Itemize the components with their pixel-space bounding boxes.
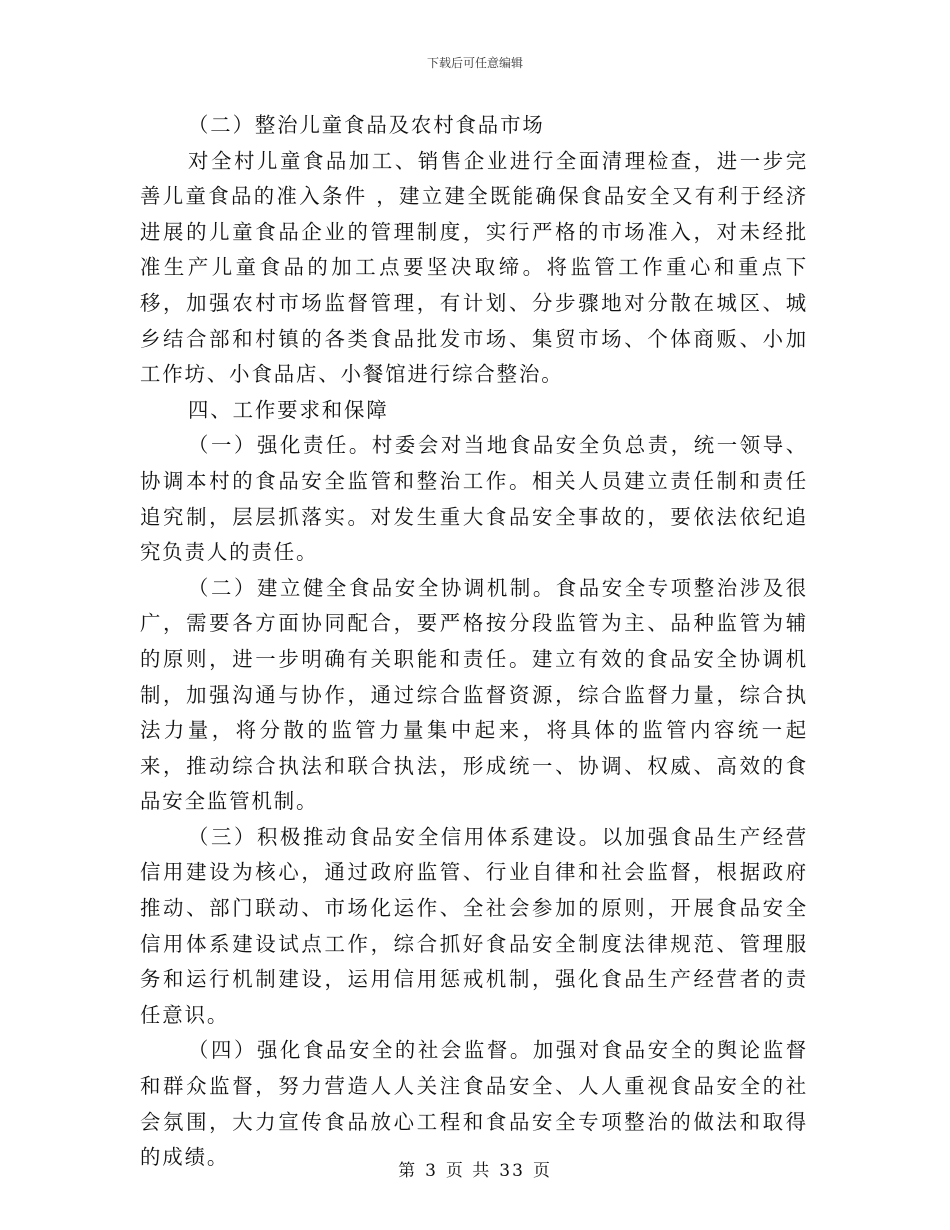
paragraph-credit-system: （三）积极推动食品安全信用体系建设。以加强食品生产经营信用建设为核心，通过政府监管、行业自律和社会监督，根据政府推动、部门联动、市场化运作、全社会参加的原则，开展食品安全信用体系建设试点工作，综合抓好食品安全制度法律规范、管理服务和运行机制建设，运用信用惩戒机制，强化食品生产经营者的责任意识。 <box>140 824 808 1027</box>
footer-suffix: 页 <box>532 1161 552 1181</box>
section-heading-requirements: 四、工作要求和保障 <box>188 397 389 422</box>
paragraph-children-food: 对全村儿童食品加工、销售企业进行全面清理检查，进一步完善儿童食品的准入条件 ，建立建全既能确保食品安全又有利于经济进展的儿童食品企业的管理制度，实行严格的市场准入，对未经批准生产儿童食品的加工点要坚决取缔。将监管工作重心和重点下移，加强农村市场监督管理，有计划、分步骤地对分散在城区、城乡结合部和村镇的各类食品批发市场、集贸市场、个体商贩、小加工作坊、小食品店、小餐馆进行综合整治。 <box>140 148 808 387</box>
footer-page-number: 3 <box>425 1161 438 1181</box>
footer-prefix: 第 <box>398 1161 418 1181</box>
footer-total-pages: 33 <box>499 1161 525 1181</box>
paragraph-strengthen-responsibility: （一）强化责任。村委会对当地食品安全负总责，统一领导、协调本村的食品安全监管和整治工作。相关人员建立责任制和责任追究制，层层抓落实。对发生重大食品安全事故的，要依法依纪追究负责人的责任。 <box>140 433 808 565</box>
page-footer <box>0 1156 950 1181</box>
page-header: 下载后可任意编辑 <box>426 56 523 70</box>
document-body <box>140 108 808 1176</box>
paragraph-coordination-mechanism: （二）建立健全食品安全协调机制。食品安全专项整治涉及很广，需要各方面协同配合，要严格按分段监管为主、品种监管为辅的原则，进一步明确有关职能和责任。建立有效的食品安全协调机制，加强沟通与协作，通过综合监督资源，综合监督力量，综合执法力量，将分散的监管力量集中起来，将具体的监管内容统一起来，推动综合执法和联合执法，形成统一、协调、权威、高效的食品安全监管机制。 <box>140 575 808 814</box>
paragraph-social-supervision: （四）强化食品安全的社会监督。加强对食品安全的舆论监督和群众监督，努力营造人人关注食品安全、人人重视食品安全的社会氛围，大力宣传食品放心工程和食品安全专项整治的做法和取得的成绩。 <box>140 1038 808 1170</box>
footer-middle: 页 共 <box>445 1161 492 1181</box>
section-heading-rectify-markets: （二）整治儿童食品及农村食品市场 <box>188 113 545 137</box>
